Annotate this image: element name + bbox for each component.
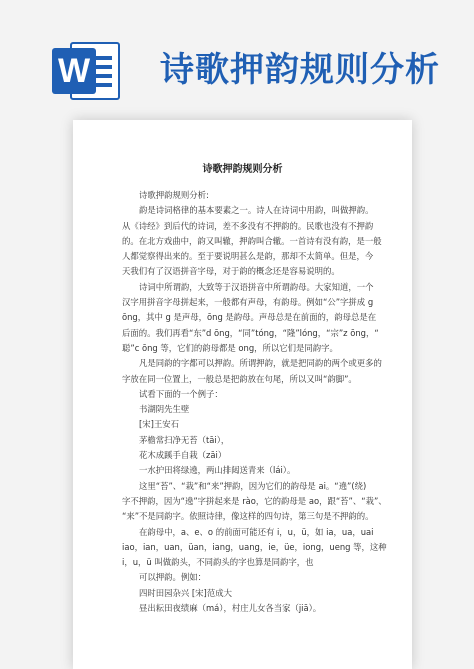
header xyxy=(0,0,474,120)
word-doc-icon xyxy=(52,38,122,102)
document-line: 后面的。我们再看“东”d ōng，“同”tóng，“隆”lóng，“宗”z ōng，“ xyxy=(122,327,379,338)
document-line: 诗词中所谓韵，大致等于汉语拼音中所谓韵母。大家知道，一个 xyxy=(139,281,374,292)
document-line: 聪”c ōng 等，它们的韵母都是 ong，所以它们是同韵字。 xyxy=(122,342,338,353)
document-line: 这里“苔”、“栽”和“来”押韵，因为它们的韵母是 ai。“遶”(绕) xyxy=(139,480,367,491)
document-line: 可以押韵。例如： xyxy=(139,572,206,583)
document-line: 试看下面的一个例子： xyxy=(139,388,223,399)
document-line: 昼出耘田夜绩麻（má），村庄儿女各当家（jiā）。 xyxy=(139,603,322,614)
document-line: “来”不是同韵字。依照诗律，像这样的四句诗，第三句是不押韵的。 xyxy=(122,511,374,522)
document-body xyxy=(122,188,387,616)
document-line: 的。在北方戏曲中，韵又叫辙，押韵叫合辙。一首诗有没有韵，是一般 xyxy=(122,235,382,246)
document-line: 四时田园杂兴 [宋]范成大 xyxy=(139,587,232,598)
document-line: [宋]王安石 xyxy=(139,419,180,430)
document-line: 一水护田将绿遶，两山排闼送青来（lái）。 xyxy=(139,465,296,476)
document-line: 茅檐常扫净无苔（tāi）， xyxy=(139,434,230,445)
document-line: 人都觉察得出来的。至于要说明甚么是韵，那却不太简单。但是，今 xyxy=(122,251,374,262)
page-title: 诗歌押韵规则分析 xyxy=(160,50,440,90)
document-line: ōng，其中 g 是声母，ōng 是韵母。声母总是在前面的，韵母总是在 xyxy=(122,312,377,323)
document-line: 天我们有了汉语拼音字母，对于韵的概念还是容易说明的。 xyxy=(122,266,340,277)
document-line: 字不押韵，因为“遶”字拼起来是 rào，它的韵母是 ao，跟“苔”、“栽”、 xyxy=(122,495,387,506)
document-line: i，u，ü 叫做韵头，不同韵头的字也算是同韵字，也 xyxy=(122,557,314,568)
document-line: 诗歌押韵规则分析: xyxy=(139,190,209,200)
document-line: 汉字用拼音字母拼起来，一般都有声母，有韵母。例如“公”字拼成 g xyxy=(122,297,374,308)
word-logo-letter: W xyxy=(52,48,96,94)
document-line: 花木成蹊手自栽（zāi） xyxy=(139,450,227,461)
document-line: 书湖阴先生壁 xyxy=(139,404,190,415)
document-line: 字放在同一位置上，一般总是把韵放在句尾，所以又叫“韵脚”。 xyxy=(122,373,357,384)
document-line: 凡是同韵的字都可以押韵。所谓押韵，就是把同韵的两个或更多的 xyxy=(139,358,382,369)
document-page xyxy=(73,120,412,669)
document-line: 韵是诗词格律的基本要素之一。诗人在诗词中用韵，叫做押韵。 xyxy=(139,205,374,216)
document-line: iao，ian，uan，üan，iang，uang，ie，üe，iong，ueng 等，这种 xyxy=(122,541,387,552)
document-title: 诗歌押韵规则分析 xyxy=(202,164,283,175)
document-line: 从《诗经》到后代的诗词，差不多没有不押韵的。民歌也没有不押韵 xyxy=(122,220,374,231)
document-line: 在韵母中，a、e、o 的前面可能还有 i，u，ü，如 ia，ua，uai xyxy=(139,526,374,537)
